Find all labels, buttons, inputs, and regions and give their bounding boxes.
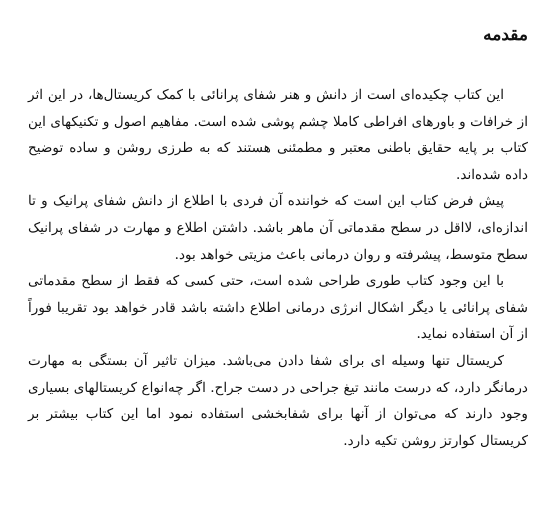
document-body: [28, 82, 528, 454]
paragraph-3: با این وجود کتاب طوری طراحی شده است، حتی کسی که فقط از سطح مقدماتی شفای پرانائی یا دیگر اشکال انرژی درمانی اطلاع داشته باشد قادر خواهد بود تقریبا فوراً از آن استفاده نماید.: [28, 273, 528, 343]
document-page: [28, 18, 528, 518]
paragraph-1: این کتاب چکیده‌ای است از دانش و هنر شفای پرانائی با کمک کریستال‌ها، در این اثر از خرافات و باورهای افراطی کاملا چشم پوشی شده است. مفاهیم اصول و تکنیکهای این کتاب بر پایه حقایق باطنی معتبر و مطمئنی هستند که به طرزی روشن و ساده توضیح داده شده‌اند.: [28, 87, 528, 183]
page-title: مقدمه: [483, 25, 528, 45]
paragraph-4: کریستال تنها وسیله ای برای شفا دادن می‌باشد. میزان تاثیر آن بستگی به مهارت درمانگر دارد، که درست مانند تیغ جراحی در دست جراح. اگر چه‌انواع کریستالهای بسیاری وجود دارند که می‌توان از آنها برای شفابخشی استفاده نمود اما این کتاب بیشتر بر کریستال کوارتز روشن تکیه دارد.: [28, 352, 528, 449]
paragraph-2: پیش فرض کتاب این است که خواننده آن فردی با اطلاع از دانش شفای پرانیک و تا اندازه‌ای، لااقل در سطح مقدماتی آن ماهر باشد. داشتن اطلاع و مهارت در شفای پرانیک سطح متوسط، پیشرفته و روان درمانی باعث مزیتی خواهد بود.: [28, 193, 528, 263]
